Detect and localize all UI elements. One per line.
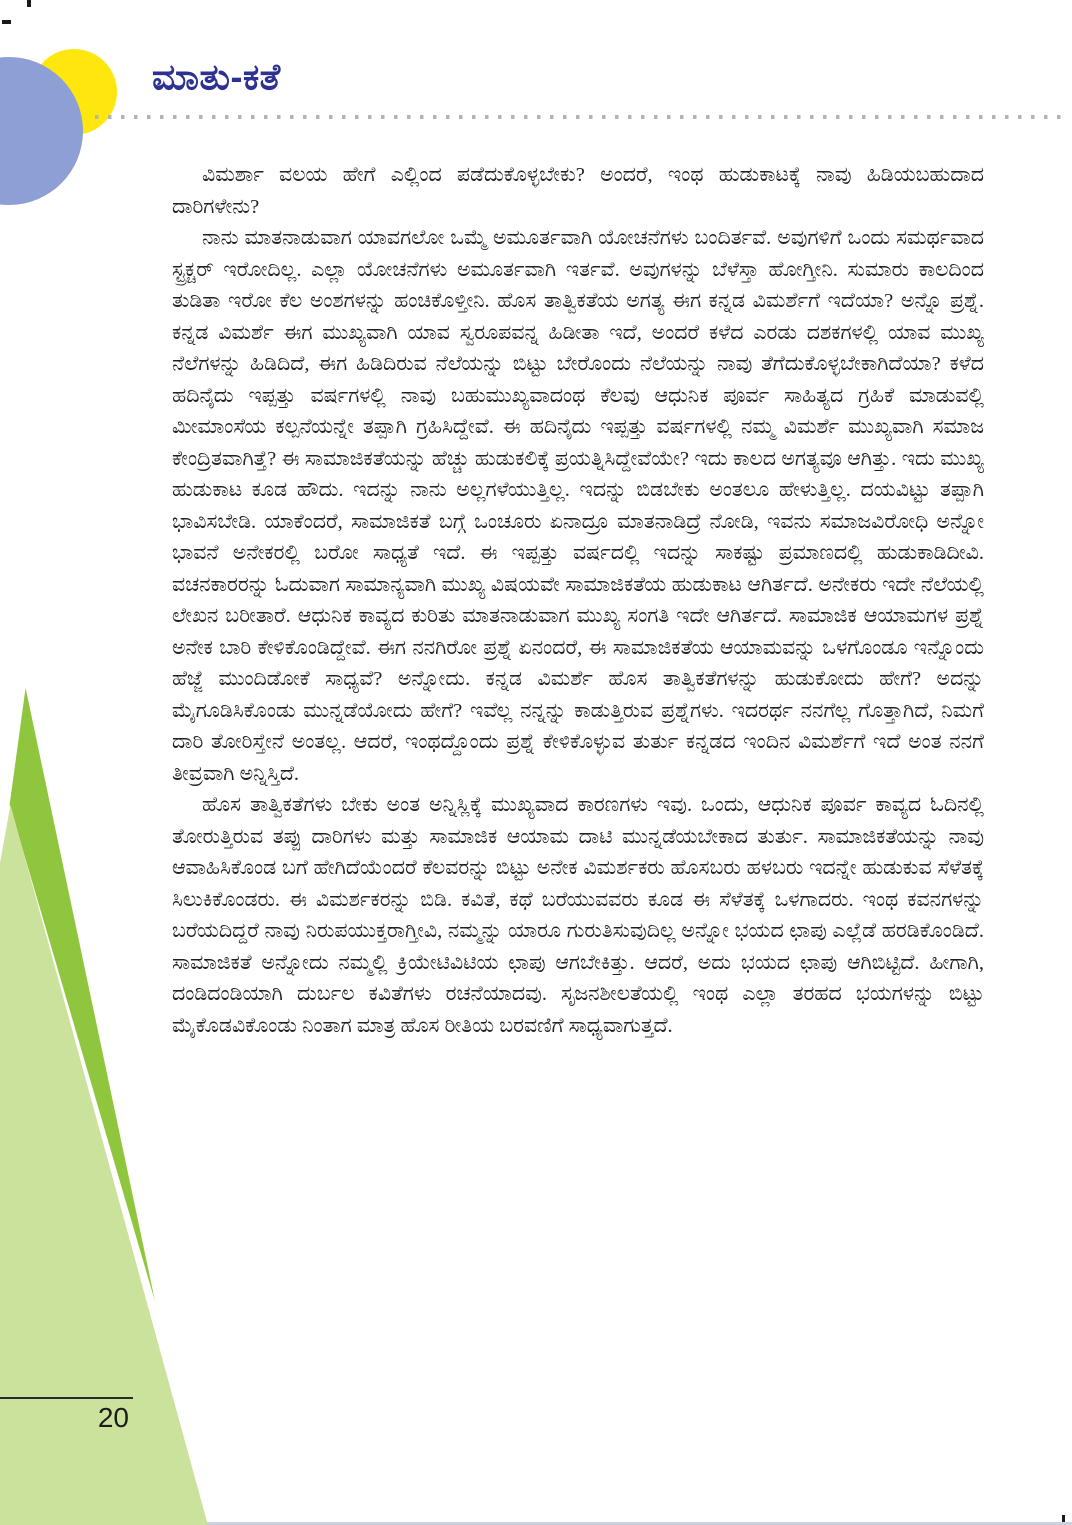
paragraph-question: ವಿಮರ್ಶಾ ವಲಯ ಹೇಗೆ ಎಲ್ಲಿಂದ ಪಡೆದುಕೊಳ್ಳಬೇಕು? ಅಂದರೆ, ಇಂಥ ಹುಡುಕಾಟಕ್ಕೆ ನಾವು ಹಿಡಿಯಬಹುದಾದ ದಾರಿಗಳೇನು? bbox=[172, 164, 984, 218]
paragraph-reasons: ಹೊಸ ತಾತ್ವಿಕತೆಗಳು ಬೇಕು ಅಂತ ಅನ್ನಿಸ್ಲಿಕ್ಕೆ ಮುಖ್ಯವಾದ ಕಾರಣಗಳು ಇವು. ಒಂದು, ಆಧುನಿಕ ಪೂರ್ವ ಕಾವ್ಯದ ಓದಿನಲ್ಲಿ ತೋರುತ್ತಿರುವ ತಪ್ಪು ದಾರಿಗಳು ಮತ್ತು ಸಾಮಾಜಿಕ ಆಯಾಮ ದಾಟಿ ಮುನ್ನಡೆಯಬೇಕಾದ ತುರ್ತು. ಸಾಮಾಜಿಕತೆಯನ್ನು ನಾವು ಆವಾಹಿಸಿಕೊಂಡ ಬಗೆ ಹೇಗಿದೆಯೆಂದರೆ ಕೆಲವರನ್ನು ಬಿಟ್ಟು ಅನೇಕ ವಿಮರ್ಶಕರು ಹೊಸಬರು ಹಳಬರು ಇದನ್ನೇ ಹುಡುಕುವ ಸೆಳೆತಕ್ಕೆ ಸಿಲುಕಿಕೊಂಡರು. ಈ ವಿಮರ್ಶಕರನ್ನು ಬಿಡಿ. ಕವಿತೆ, ಕಥೆ ಬರೆಯುವವರು ಕೂಡ ಈ ಸೆಳೆತಕ್ಕೆ ಒಳಗಾದರು. ಇಂಥ ಕವನಗಳನ್ನು ಬರೆಯದಿದ್ದರೆ ನಾವು ನಿರುಪಯುಕ್ತರಾಗ್ತೀವಿ, ನಮ್ಮನ್ನು ಯಾರೂ ಗುರುತಿಸುವುದಿಲ್ಲ ಅನ್ನೋ ಭಯದ ಛಾಪು ಎಲ್ಲೆಡೆ ಹರಡಿಕೊಂಡಿದೆ. ಸಾಮಾಜಿಕತೆ ಅನ್ನೋದು ನಮ್ಮಲ್ಲಿ ಕ್ರಿಯೇಟಿವಿಟಿಯ ಛಾಪು ಆಗಬೇಕಿತ್ತು. ಆದರೆ, ಅದು ಭಯದ ಛಾಪು ಆಗಿಬಿಟ್ಟಿದೆ. ಹೀಗಾಗಿ, ದಂಡಿದಂಡಿಯಾಗಿ ದುರ್ಬಲ ಕವಿತೆಗಳು ರಚನೆಯಾದವು. ಸೃಜನಶೀಲತೆಯಲ್ಲಿ ಇಂಥ ಎಲ್ಲಾ ತರಹದ ಭಯಗಳನ್ನು ಬಿಟ್ಟು ಮೈಕೊಡವಿಕೊಂಡು ನಿಂತಾಗ ಮಾತ್ರ ಹೊಸ ರೀತಿಯ ಬರವಣಿಗೆ ಸಾಧ್ಯವಾಗುತ್ತದೆ. bbox=[172, 794, 984, 1037]
page-title: ಮಾತು-ಕತೆ bbox=[152, 56, 281, 97]
dotted-divider bbox=[95, 115, 1062, 119]
paragraph-main: ನಾನು ಮಾತನಾಡುವಾಗ ಯಾವಗಲೋ ಒಮ್ಮೆ ಅಮೂರ್ತವಾಗಿ ಯೋಚನೆಗಳು ಬಂದಿರ್ತವೆ. ಅವುಗಳಿಗೆ ಒಂದು ಸಮರ್ಥವಾದ ಸ್ಟ್ರಕ್ಚರ್ ಇರೋದಿಲ್ಲ. ಎಲ್ಲಾ ಯೋಚನೆಗಳು ಅಮೂರ್ತವಾಗಿ ಇರ್ತವೆ. ಅವುಗಳನ್ನು ಬೆಳೆಸ್ತಾ ಹೋಗ್ತೀನಿ. ಸುಮಾರು ಕಾಲದಿಂದ ತುಡಿತಾ ಇರೋ ಕೆಲ ಅಂಶಗಳನ್ನು ಹಂಚಿಕೊಳ್ತೀನಿ. ಹೊಸ ತಾತ್ವಿಕತೆಯ ಅಗತ್ಯ ಈಗ ಕನ್ನಡ ವಿಮರ್ಶೆಗೆ ಇದೆಯಾ? ಅನ್ನೊ ಪ್ರಶ್ನೆ. ಕನ್ನಡ ವಿಮರ್ಶೆ ಈಗ ಮುಖ್ಯವಾಗಿ ಯಾವ ಸ್ವರೂಪವನ್ನ ಹಿಡೀತಾ ಇದೆ, ಅಂದರೆ ಕಳೆದ ಎರಡು ದಶಕಗಳಲ್ಲಿ ಯಾವ ಮುಖ್ಯ ನೆಲೆಗಳನ್ನು ಹಿಡಿದಿದೆ, ಈಗ ಹಿಡಿದಿರುವ ನೆಲೆಯನ್ನು ಬಿಟ್ಟು ಬೇರೊಂದು ನೆಲೆಯನ್ನು ನಾವು ತೆಗೆದುಕೊಳ್ಳಬೇಕಾಗಿದೆಯಾ? ಕಳೆದ ಹದಿನೈದು ಇಪ್ಪತ್ತು ವರ್ಷಗಳಲ್ಲಿ ನಾವು ಬಹುಮುಖ್ಯವಾದಂಥ ಕೆಲವು ಆಧುನಿಕ ಪೂರ್ವ ಸಾಹಿತ್ಯದ ಗ್ರಹಿಕೆ ಮಾಡುವಲ್ಲಿ ಮೀಮಾಂಸೆಯ ಕಲ್ಪನೆಯನ್ನೇ ತಪ್ಪಾಗಿ ಗ್ರಹಿಸಿದ್ದೇವೆ. ಈ ಹದಿನೈದು ಇಪ್ಪತ್ತು ವರ್ಷಗಳಲ್ಲಿ ನಮ್ಮ ವಿಮರ್ಶೆ ಮುಖ್ಯವಾಗಿ ಸಮಾಜ ಕೇಂದ್ರಿತವಾಗಿತ್ತೆ? ಈ ಸಾಮಾಜಿಕತೆಯನ್ನು ಹೆಚ್ಚು ಹುಡುಕಲಿಕ್ಕೆ ಪ್ರಯತ್ನಿಸಿದ್ದೇವೆಯೇ? ಇದು ಕಾಲದ ಅಗತ್ಯವೂ ಆಗಿತ್ತು. ಇದು ಮುಖ್ಯ ಹುಡುಕಾಟ ಕೂಡ ಹೌದು. ಇದನ್ನು ನಾನು ಅಲ್ಲಗಳೆಯುತ್ತಿಲ್ಲ. ಇದನ್ನು ಬಿಡಬೇಕು ಅಂತಲೂ ಹೇಳುತ್ತಿಲ್ಲ. ದಯವಿಟ್ಟು ತಪ್ಪಾಗಿ ಭಾವಿಸಬೇಡಿ. ಯಾಕೆಂದರೆ, ಸಾಮಾಜಿಕತೆ ಬಗ್ಗೆ ಒಂಚೂರು ಏನಾದ್ರೂ ಮಾತನಾಡಿದ್ರೆ ನೋಡಿ, ಇವನು ಸಮಾಜವಿರೋಧಿ ಅನ್ನೋ ಭಾವನೆ ಅನೇಕರಲ್ಲಿ ಬರೋ ಸಾಧ್ಯತೆ ಇದೆ. ಈ ಇಪ್ಪತ್ತು ವರ್ಷದಲ್ಲಿ ಇದನ್ನು ಸಾಕಷ್ಟು ಪ್ರಮಾಣದಲ್ಲಿ ಹುಡುಕಾಡಿದೀವಿ. ವಚನಕಾರರನ್ನು ಓದುವಾಗ ಸಾಮಾನ್ಯವಾಗಿ ಮುಖ್ಯ ವಿಷಯವೇ ಸಾಮಾಜಿಕತೆಯ ಹುಡುಕಾಟ ಆಗಿರ್ತದೆ. ಅನೇಕರು ಇದೇ ನೆಲೆಯಲ್ಲಿ ಲೇಖನ ಬರೀತಾರೆ. ಆಧುನಿಕ ಕಾವ್ಯದ ಕುರಿತು ಮಾತನಾಡುವಾಗ ಮುಖ್ಯ ಸಂಗತಿ ಇದೇ ಆಗಿರ್ತದೆ. ಸಾಮಾಜಿಕ ಆಯಾಮಗಳ ಪ್ರಶ್ನೆ ಅನೇಕ ಬಾರಿ ಕೇಳಿಕೊಂಡಿದ್ದೇವೆ. ಈಗ ನನಗಿರೋ ಪ್ರಶ್ನೆ ಏನಂದರೆ, ಈ ಸಾಮಾಜಿಕತೆಯ ಆಯಾಮವನ್ನು ಒಳಗೊಂಡೂ ಇನ್ನೊಂದು ಹೆಜ್ಜೆ ಮುಂದಿಡೋಕೆ ಸಾಧ್ಯವೆ? ಅನ್ನೋದು. ಕನ್ನಡ ವಿಮರ್ಶೆ ಹೊಸ ತಾತ್ವಿಕತೆಗಳನ್ನು ಹುಡುಕೋದು ಹೇಗೆ? ಅದನ್ನು ಮೈಗೂಡಿಸಿಕೊಂಡು ಮುನ್ನಡೆಯೋದು ಹೇಗೆ? ಇವೆಲ್ಲ ನನ್ನನ್ನು ಕಾಡುತ್ತಿರುವ ಪ್ರಶ್ನೆಗಳು. ಇದರರ್ಥ ನನಗೆಲ್ಲ ಗೊತ್ತಾಗಿದೆ, ನಿಮಗೆ ದಾರಿ ತೋರಿಸ್ತೇನೆ ಅಂತಲ್ಲ. ಆದರೆ, ಇಂಥದ್ದೊಂದು ಪ್ರಶ್ನೆ ಕೇಳಿಕೊಳ್ಳುವ ತುರ್ತು ಕನ್ನಡದ ಇಂದಿನ ವಿಮರ್ಶೆಗೆ ಇದೆ ಅಂತ ನನಗೆ ತೀವ್ರವಾಗಿ ಅನ್ನಿಸ್ತಿದೆ. bbox=[172, 227, 984, 785]
page-number-rule bbox=[0, 1397, 133, 1399]
body-text-block bbox=[172, 160, 984, 1042]
crop-mark-top-left bbox=[2, 20, 11, 24]
crop-mark-top bbox=[27, 0, 31, 7]
page-number: 20 bbox=[97, 1402, 129, 1433]
